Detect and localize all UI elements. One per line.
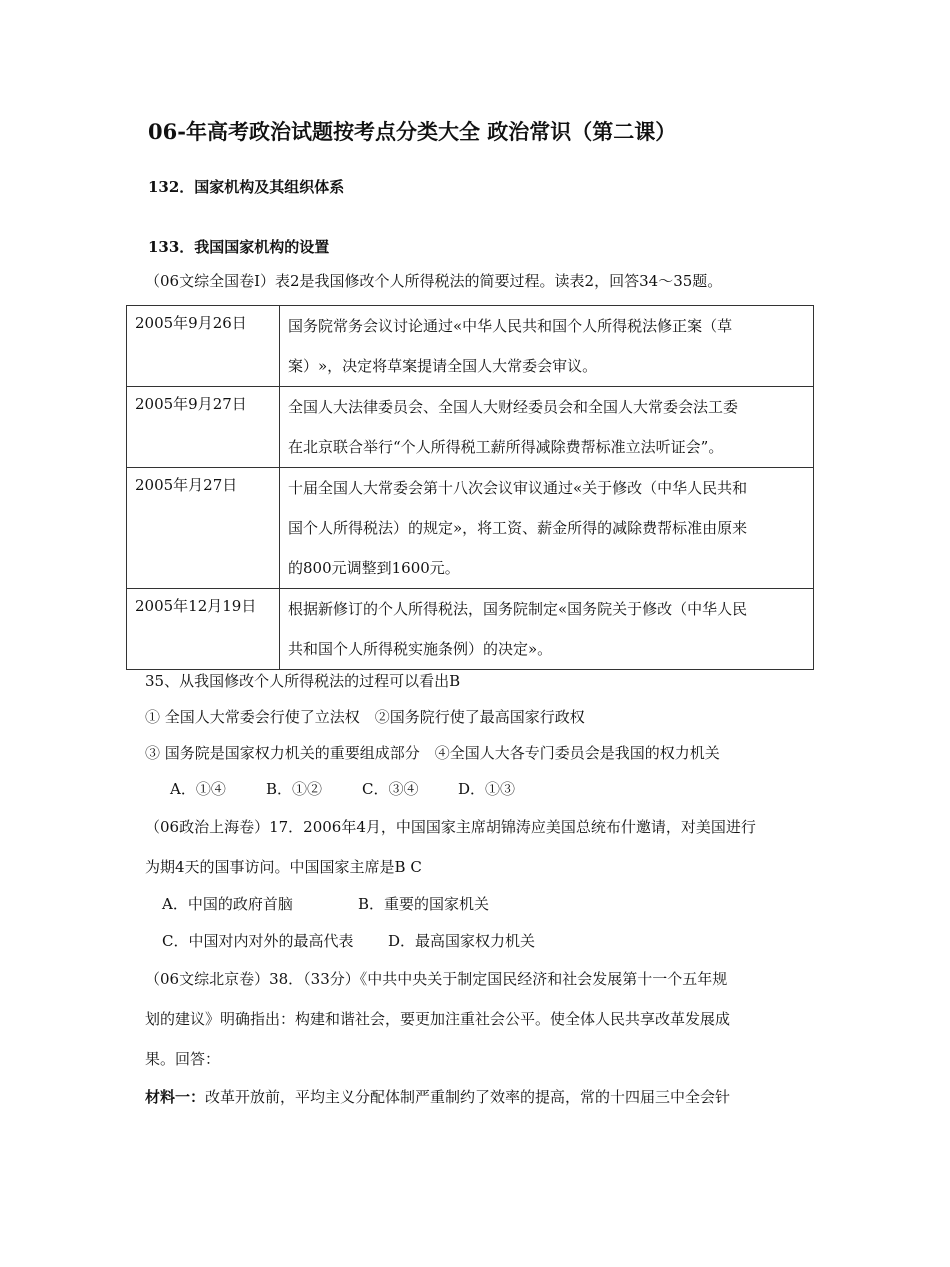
event-line: 国个人所得税法）的规定»，将工资、薪金所得的减除费帮标准由原来 [288,519,748,537]
tax-law-timeline-table [126,305,814,670]
material-1-label: 材料一： [145,1088,206,1106]
option-b: B．重要的国家机关 [358,895,490,913]
table-cell-event [280,387,814,468]
table-cell-date: 2005年9月26日 [127,306,280,387]
table-row [127,589,814,670]
table-cell-event [280,306,814,387]
table-cell-date: 2005年9月27日 [127,387,280,468]
table-cell-date: 2005年12月19日 [127,589,280,670]
section-heading-132: 132．国家机构及其组织体系 [148,178,345,196]
event-line: 根据新修订的个人所得税法，国务院制定«国务院关于修改（中华人民 [288,600,748,618]
table-row [127,306,814,387]
page-title: 06-年高考政治试题按考点分类大全 政治常识（第二课） [148,119,677,144]
question-38-line-2: 划的建议》明确指出：构建和谐社会，要更加注重社会公平。使全体人民共享改革发展成 [145,1010,731,1028]
section-heading-133: 133．我国国家机构的设置 [148,238,330,256]
table-cell-event [280,468,814,589]
table-row [127,387,814,468]
event-line: 全国人大法律委员会、全国人大财经委员会和全国人大常委会法工委 [288,398,739,416]
question-intro: （06文综全国卷Ⅰ）表2是我国修改个人所得税法的简要过程。读表2，回答34～35题。 [145,272,723,290]
event-line: 的800元调整到1600元。 [288,559,460,577]
option-a: A．中国的政府首脑 [162,895,293,913]
table-cell-event [280,589,814,670]
table-cell-date: 2005年月27日 [127,468,280,589]
material-1 [145,1086,730,1107]
option-a: A．①④ [170,780,226,798]
question-17-options-2 [162,930,535,951]
question-17-line-1: （06政治上海卷）17．2006年4月，中国国家主席胡锦涛应美国总统布什邀请，对美国进行 [145,818,756,836]
option-d: D．最高国家权力机关 [388,932,536,950]
event-line: 在北京联合举行“个人所得税工薪所得减除费帮标准立法听证会”。 [288,438,724,456]
option-c: C．③④ [362,780,419,798]
question-38-line-3: 果。回答： [145,1050,221,1068]
question-35-statements-1: ① 全国人大常委会行使了立法权 ②国务院行使了最高国家行政权 [145,708,585,726]
option-d: D．①③ [458,780,516,798]
question-17-options-1 [162,893,489,914]
question-17-line-2: 为期4天的国事访问。中国国家主席是B C [145,858,422,876]
question-35-statements-2: ③ 国务院是国家权力机关的重要组成部分 ④全国人大各专门委员会是我国的权力机关 [145,744,720,762]
question-38-line-1: （06文综北京卷）38．（33分）《中共中央关于制定国民经济和社会发展第十一个五年规 [145,970,728,988]
event-line: 国务院常务会议讨论通过«中华人民共和国个人所得税法修正案（草 [288,317,733,335]
event-line: 案）»，决定将草案提请全国人大常委会审议。 [288,357,598,375]
event-line: 共和国个人所得税实施条例）的决定»。 [288,640,553,658]
option-b: B．①② [266,780,323,798]
option-c: C．中国对内对外的最高代表 [162,932,354,950]
event-line: 十届全国人大常委会第十八次会议审议通过«关于修改（中华人民共和 [288,479,748,497]
question-35-stem: 35、从我国修改个人所得税法的过程可以看出B [145,672,461,690]
table-row [127,468,814,589]
material-1-text: 改革开放前，平均主义分配体制严重制约了效率的提高，常的十四届三中全会针 [205,1088,731,1106]
question-35-options [170,778,515,799]
